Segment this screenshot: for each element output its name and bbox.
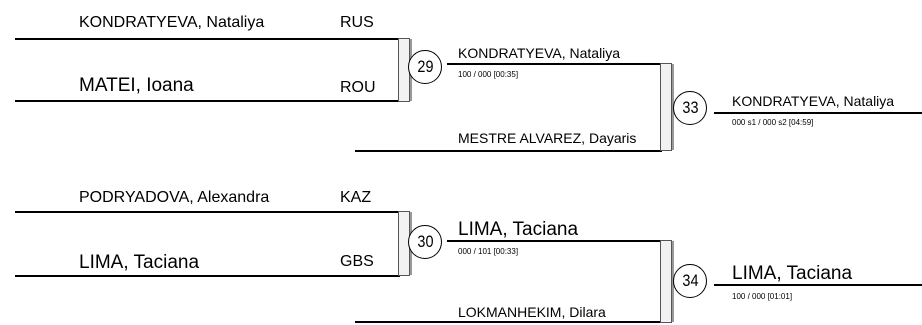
competitor-country: KAZ <box>340 189 372 206</box>
competitor-line <box>15 275 400 277</box>
competitor-country: ROU <box>340 79 376 96</box>
winner-line <box>447 240 662 242</box>
competitor-name: MATEI, Ioana <box>79 75 194 96</box>
winner-name: KONDRATYEVA, Nataliya <box>732 93 895 109</box>
match-score: 000 / 101 [00:33] <box>458 247 519 256</box>
match-score: 100 / 000 [00:35] <box>458 70 519 79</box>
match-number-badge: 34 <box>673 264 707 298</box>
match-number-badge: 29 <box>408 50 442 84</box>
competitor-country: RUS <box>340 14 374 31</box>
competitor-name: KONDRATYEVA, Nataliya <box>79 14 265 31</box>
match-number-badge: 33 <box>673 91 707 125</box>
winner-line <box>714 112 922 114</box>
winner-line <box>447 63 662 65</box>
match-score: 000 s1 / 000 s2 [04:59] <box>732 118 814 127</box>
competitor-line <box>15 100 400 102</box>
competitor-name: PODRYADOVA, Alexandra <box>79 189 270 206</box>
competitor-name: LIMA, Taciana <box>79 252 200 273</box>
bracket-connector <box>660 240 672 323</box>
match-number-badge: 30 <box>408 225 442 259</box>
competitor-line <box>355 150 662 152</box>
match-score: 100 / 000 [01:01] <box>732 292 793 301</box>
winner-name: LIMA, Taciana <box>458 219 579 240</box>
competitor-country: GBS <box>340 253 374 270</box>
winner-name: LIMA, Taciana <box>732 263 853 284</box>
winner-line <box>714 284 922 286</box>
competitor-line <box>355 321 662 323</box>
bracket-connector <box>660 63 672 151</box>
competitor-name: LOKMANHEKIM, Dilara <box>458 304 606 320</box>
competitor-name: MESTRE ALVAREZ, Dayaris <box>458 130 637 146</box>
winner-name: KONDRATYEVA, Nataliya <box>458 45 621 61</box>
competitor-line <box>15 211 400 213</box>
competitor-line <box>15 38 400 40</box>
